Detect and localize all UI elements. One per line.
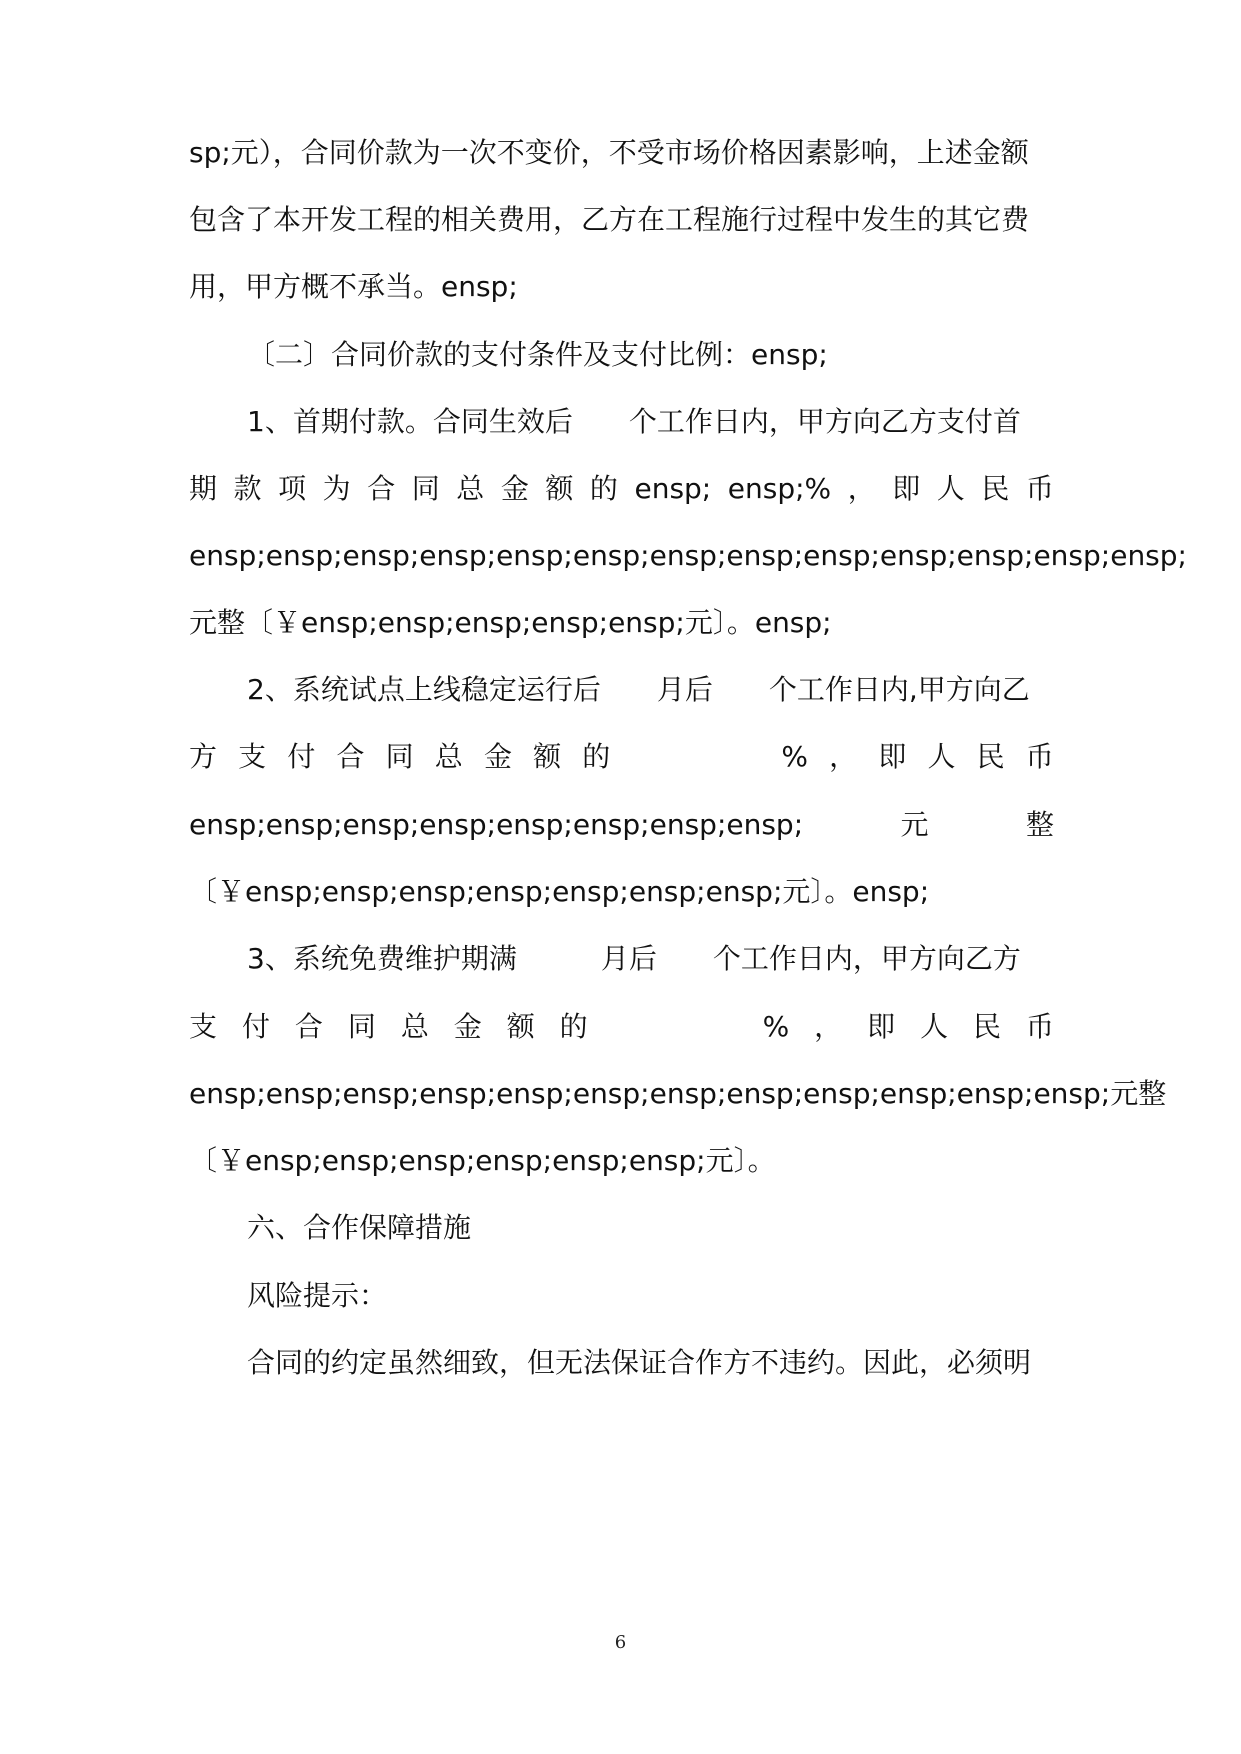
text-token: 付: [241, 1010, 270, 1043]
page-number: 6: [614, 1632, 627, 1653]
text-token: 项: [278, 472, 307, 505]
text-token: 总: [456, 472, 485, 505]
text-token: 人: [936, 472, 965, 505]
text-token: 人: [920, 1010, 949, 1043]
text-token: 款: [233, 472, 262, 505]
paragraph-line: 2、系统试点上线稳定运行后 月后 个工作日内,甲方向乙: [247, 673, 1030, 706]
text-token: ，: [814, 1010, 843, 1043]
text-token: 的: [582, 740, 611, 773]
paragraph-line: 风险提示：: [247, 1279, 388, 1312]
text-token: 整: [1025, 808, 1054, 841]
text-token: %: [762, 1010, 790, 1043]
text-token: ，: [847, 472, 876, 505]
text-token: 额: [545, 472, 574, 505]
paragraph-line: 用，甲方概不承当。ensp;: [189, 270, 518, 303]
text-token: 元: [900, 808, 929, 841]
text-token: ensp;ensp;ensp;ensp;ensp;ensp;ensp;ensp;: [189, 808, 804, 841]
section-heading: 〔二〕合同价款的支付条件及支付比例：ensp;: [247, 338, 828, 371]
text-token: ensp;%: [727, 472, 832, 505]
text-token: 同: [411, 472, 440, 505]
text-token: 付: [287, 740, 316, 773]
text-token: 总: [400, 1010, 429, 1043]
paragraph-line: ensp;ensp;ensp;ensp;ensp;ensp;ensp;ensp;ensp;ensp;ensp;ensp;ensp;: [189, 539, 1187, 572]
text-token: ensp;ensp;ensp;ensp;ensp;ensp;ensp;ensp;ensp;ensp;ensp;ensp;: [189, 1077, 1111, 1110]
text-token: 额: [533, 740, 562, 773]
text-token: 支: [189, 1010, 218, 1043]
text-token: 金: [453, 1010, 482, 1043]
text-token: 合: [336, 740, 365, 773]
section-heading: 六、合作保障措施: [247, 1211, 472, 1244]
text-token: 的: [589, 472, 618, 505]
text-token: 整: [1138, 1077, 1167, 1110]
text-token: 为: [322, 472, 351, 505]
text-token: 期: [189, 472, 218, 505]
text-token: 即: [878, 740, 907, 773]
paragraph-line: 元整〔￥ensp;ensp;ensp;ensp;ensp;元〕。ensp;: [189, 606, 832, 639]
text-token: 支: [238, 740, 267, 773]
text-token: 合: [367, 472, 396, 505]
justified-line: [189, 1007, 1054, 1047]
text-token: 币: [1025, 1010, 1054, 1043]
text-token: 的: [559, 1010, 588, 1043]
text-token: 金: [500, 472, 529, 505]
text-token: 民: [973, 1010, 1002, 1043]
paragraph-line: 合同的约定虽然细致，但无法保证合作方不违约。因此，必须明: [247, 1346, 1032, 1379]
paragraph-line: 〔￥ensp;ensp;ensp;ensp;ensp;ensp;ensp;元〕。ensp;: [189, 875, 930, 908]
paragraph-line: 包含了本开发工程的相关费用，乙方在工程施行过程中发生的其它费: [189, 203, 1030, 236]
text-token: 金: [483, 740, 512, 773]
text-token: 元: [1110, 1077, 1139, 1110]
text-token: 民: [976, 740, 1005, 773]
text-token: 方: [189, 740, 218, 773]
paragraph-line: 〔￥ensp;ensp;ensp;ensp;ensp;ensp;元〕。: [189, 1144, 776, 1177]
text-token: ensp;: [634, 472, 712, 505]
text-token: 同: [385, 740, 414, 773]
text-token: %: [781, 740, 809, 773]
paragraph-line: 3、系统免费维护期满 月后 个工作日内，甲方向乙方: [247, 942, 1021, 975]
text-token: 人: [927, 740, 956, 773]
justified-line: [189, 737, 1054, 777]
text-token: 合: [294, 1010, 323, 1043]
text-token: 民: [981, 472, 1010, 505]
paragraph-line: sp;元），合同价款为一次不变价，不受市场价格因素影响，上述金额: [189, 136, 1029, 169]
text-token: 即: [892, 472, 921, 505]
justified-line: [189, 805, 1054, 845]
text-token: 币: [1025, 740, 1054, 773]
text-token: 同: [347, 1010, 376, 1043]
text-token: ，: [829, 740, 858, 773]
paragraph-line: 1、首期付款。合同生效后 个工作日内，甲方向乙方支付首: [247, 405, 1021, 438]
text-token: 即: [867, 1010, 896, 1043]
justified-line: [189, 1074, 1167, 1114]
text-token: 总: [434, 740, 463, 773]
text-token: 额: [506, 1010, 535, 1043]
text-token: 币: [1025, 472, 1054, 505]
justified-line: [189, 469, 1054, 509]
